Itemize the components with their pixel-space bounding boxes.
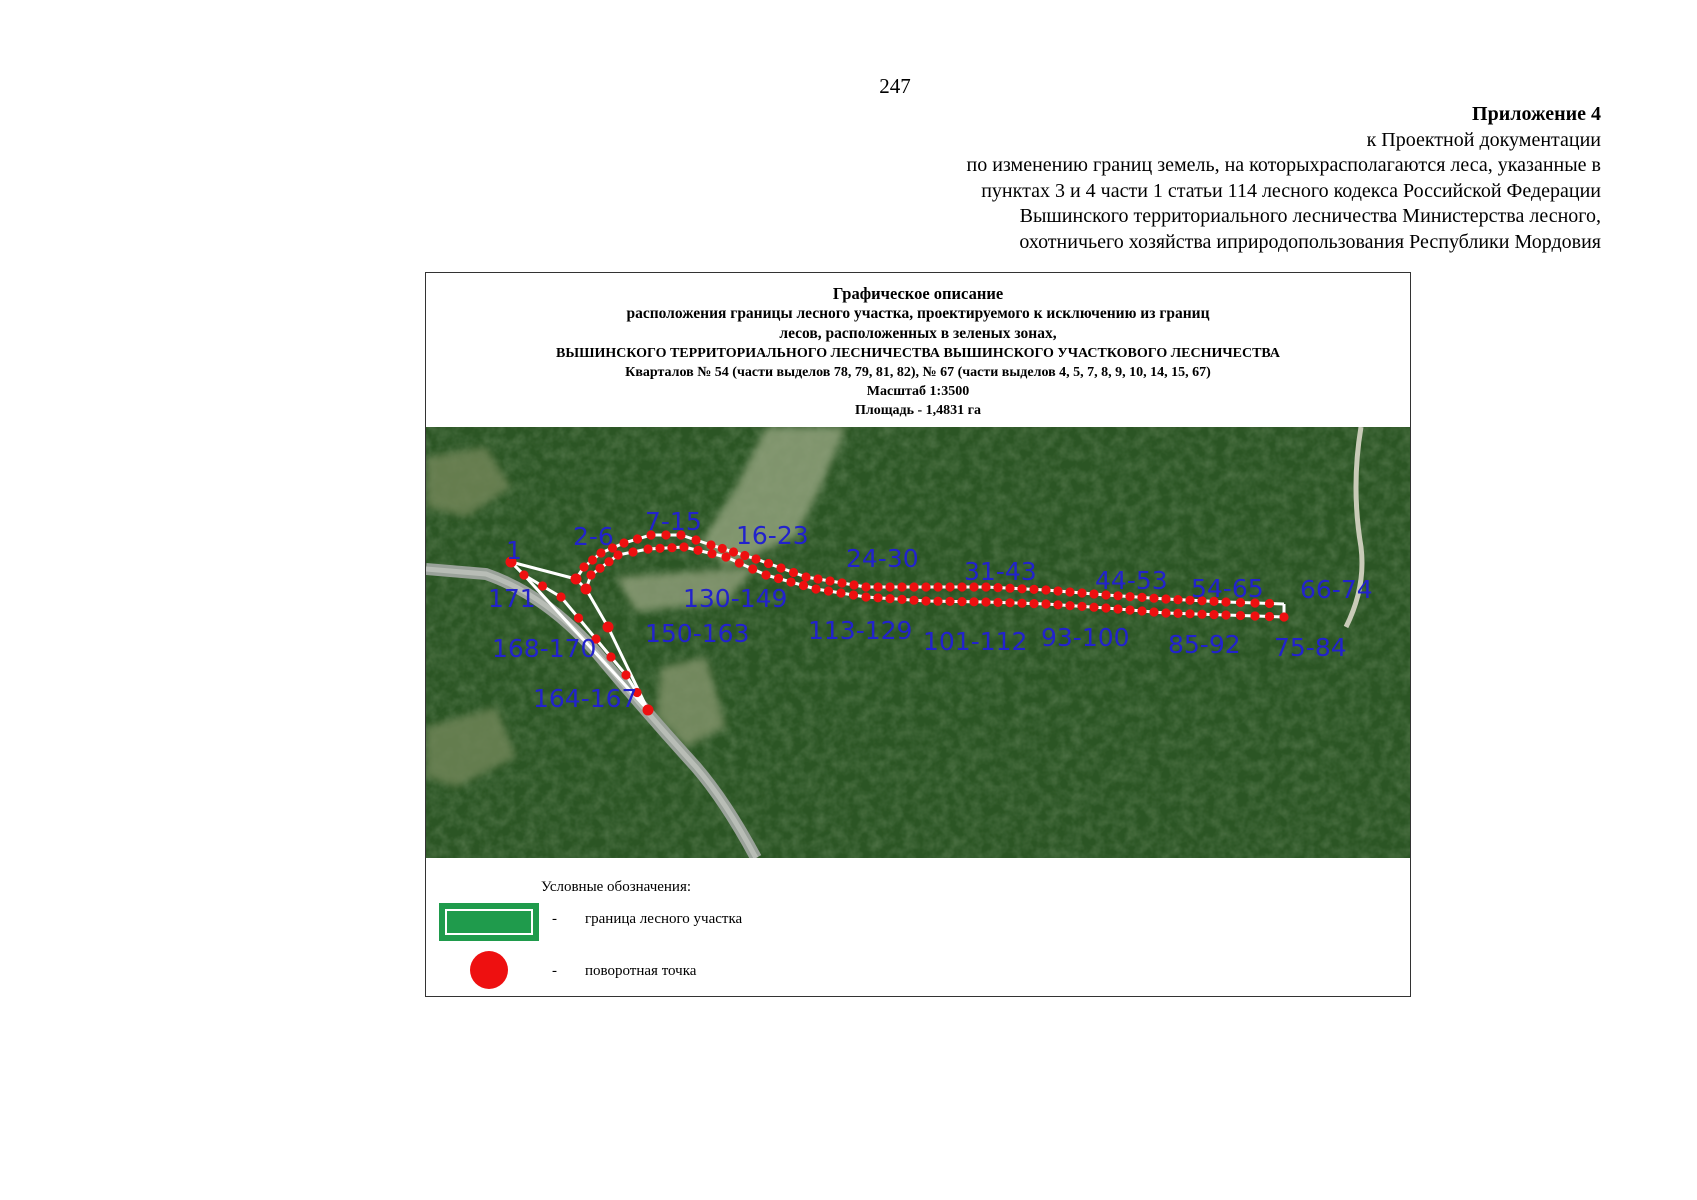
legend-boundary-label: граница лесного участка — [585, 911, 743, 927]
turning-point — [748, 564, 757, 573]
turning-point — [691, 535, 700, 544]
label-points-7-15: 7-15 — [645, 507, 702, 536]
legend — [426, 859, 1410, 996]
turning-point — [921, 582, 930, 591]
label-points-16-23: 16-23 — [736, 521, 809, 550]
legend-title: Условные обозначения: — [541, 879, 692, 895]
label-points-75-84: 75-84 — [1274, 633, 1347, 662]
label-points-66-74: 66-74 — [1300, 575, 1373, 604]
turning-point — [885, 594, 894, 603]
turning-point — [799, 581, 808, 590]
turning-point — [776, 563, 785, 572]
turning-point — [861, 582, 870, 591]
turning-point — [718, 544, 727, 553]
turning-point — [993, 598, 1002, 607]
turning-point — [921, 596, 930, 605]
turning-point — [909, 596, 918, 605]
label-points-44-53: 44-53 — [1095, 566, 1168, 595]
map-canvas — [426, 427, 1410, 858]
green-rectangle-icon — [439, 903, 539, 941]
label-points-24-30: 24-30 — [846, 544, 919, 573]
turning-point — [619, 538, 628, 547]
turning-point — [1017, 599, 1026, 608]
turning-point — [1265, 599, 1274, 608]
turning-point — [1173, 595, 1182, 604]
red-dot-icon — [470, 951, 508, 989]
turning-point — [621, 670, 630, 679]
turning-point — [1236, 611, 1245, 620]
map-scale: Масштаб 1:3500 — [866, 384, 970, 399]
turning-point — [574, 613, 583, 622]
turning-point — [633, 534, 642, 543]
turning-point — [556, 592, 565, 601]
turning-point — [1250, 611, 1259, 620]
turning-point — [706, 540, 715, 549]
turning-point — [813, 574, 822, 583]
appendix-line: к Проектной документации — [1366, 128, 1601, 151]
turning-point — [519, 570, 528, 579]
turning-point — [774, 574, 783, 583]
turning-point — [538, 581, 547, 590]
turning-point — [873, 593, 882, 602]
turning-point — [1279, 612, 1288, 621]
turning-point — [581, 584, 592, 595]
turning-point — [1041, 599, 1050, 608]
turning-point — [604, 557, 613, 566]
turning-point — [707, 549, 716, 558]
turning-point — [1173, 609, 1182, 618]
turning-point — [873, 582, 882, 591]
turning-point — [1053, 586, 1062, 595]
turning-point — [1149, 607, 1158, 616]
turning-point — [655, 544, 664, 553]
turning-point — [643, 705, 654, 716]
turning-point — [588, 555, 597, 564]
label-points-168-170: 168-170 — [492, 634, 597, 663]
label-points-130-149: 130-149 — [683, 584, 788, 613]
map-subtitle-line: лесов, расположенных в зеленых зонах, — [779, 325, 1057, 342]
turning-point — [764, 559, 773, 568]
turning-point — [603, 622, 614, 633]
label-points-2-6: 2-6 — [573, 522, 614, 551]
map-frame — [425, 272, 1411, 997]
page-number: 247 — [879, 74, 911, 98]
turning-point — [897, 595, 906, 604]
label-points-54-65: 54-65 — [1191, 574, 1264, 603]
turning-point — [969, 597, 978, 606]
map-quarters: Кварталов № 54 (части выделов 78, 79, 81, 82), № 67 (части выделов 4, 5, 7, 8, 9, 10, 14, 15, 67) — [625, 365, 1211, 380]
legend-dash: - — [552, 963, 557, 979]
appendix-line: Вышинского территориального лесничества Министерства лесного, — [1019, 205, 1601, 228]
turning-point — [586, 570, 595, 579]
label-points-93-100: 93-100 — [1041, 623, 1130, 652]
map-area: Площадь - 1,4831 га — [854, 403, 982, 418]
turning-point — [836, 588, 845, 597]
label-points-85-92: 85-92 — [1168, 630, 1241, 659]
turning-point — [643, 544, 652, 553]
turning-point — [1185, 609, 1194, 618]
turning-point — [628, 547, 637, 556]
turning-point — [1265, 612, 1274, 621]
label-points-113-129: 113-129 — [808, 616, 913, 645]
turning-point — [667, 543, 676, 552]
turning-point — [693, 546, 702, 555]
turning-point — [933, 597, 942, 606]
turning-point — [613, 550, 622, 559]
map-title: Графическое описание — [832, 284, 1004, 303]
turning-point — [933, 582, 942, 591]
turning-point — [786, 577, 795, 586]
label-point-1: 1 — [506, 536, 522, 565]
map-forestry-name: ВЫШИНСКОГО ТЕРРИТОРИАЛЬНОГО ЛЕСНИЧЕСТВА ВЫШИНСКОГО УЧАСТКОВОГО ЛЕСНИЧЕСТВА — [555, 346, 1280, 361]
turning-point — [885, 582, 894, 591]
turning-point — [789, 568, 798, 577]
turning-point — [1101, 603, 1110, 612]
turning-point — [945, 597, 954, 606]
turning-point — [751, 554, 760, 563]
turning-point — [957, 597, 966, 606]
turning-point — [824, 586, 833, 595]
turning-point — [721, 552, 730, 561]
turning-point — [761, 570, 770, 579]
turning-point — [1077, 588, 1086, 597]
turning-point — [981, 597, 990, 606]
appendix-line: по изменению границ земель, на которыхрасполагаются леса, указанные в — [966, 154, 1601, 177]
appendix-line: охотничьего хозяйства иприродопользования Республики Мордовия — [1019, 230, 1601, 253]
turning-point — [740, 551, 749, 560]
map-header — [426, 283, 1410, 420]
label-points-101-112: 101-112 — [923, 627, 1028, 656]
turning-point — [861, 592, 870, 601]
label-points-164-167: 164-167 — [533, 684, 638, 713]
turning-point — [1005, 598, 1014, 607]
satellite-map — [426, 427, 1410, 858]
turning-point — [1041, 585, 1050, 594]
turning-point — [1221, 610, 1230, 619]
turning-point — [1137, 606, 1146, 615]
turning-point — [1161, 594, 1170, 603]
appendix-title: Приложение 4 — [1472, 103, 1601, 125]
turning-point — [579, 562, 588, 571]
turning-point — [1089, 603, 1098, 612]
legend-point-label: поворотная точка — [585, 963, 697, 979]
turning-point — [1113, 604, 1122, 613]
label-point-171: 171 — [488, 584, 536, 613]
turning-point — [811, 584, 820, 593]
turning-point — [897, 582, 906, 591]
turning-point — [679, 542, 688, 551]
turning-point — [1065, 601, 1074, 610]
turning-point — [1161, 608, 1170, 617]
turning-point — [1209, 610, 1218, 619]
appendix-line: пунктах 3 и 4 части 1 статьи 114 лесного кодекса Российской Федерации — [981, 179, 1601, 202]
label-points-31-43: 31-43 — [964, 557, 1037, 586]
label-points-150-163: 150-163 — [645, 619, 750, 648]
turning-point — [1053, 600, 1062, 609]
turning-point — [945, 582, 954, 591]
turning-point — [735, 558, 744, 567]
turning-point — [801, 572, 810, 581]
turning-point — [909, 582, 918, 591]
turning-point — [571, 574, 582, 585]
turning-point — [825, 576, 834, 585]
turning-point — [595, 564, 604, 573]
turning-point — [1125, 605, 1134, 614]
turning-point — [1077, 602, 1086, 611]
turning-point — [849, 590, 858, 599]
turning-point — [1029, 585, 1038, 594]
map-subtitle-line: расположения границы лесного участка, проектируемого к исключению из границ — [626, 305, 1210, 322]
turning-point — [837, 578, 846, 587]
turning-point — [1197, 610, 1206, 619]
turning-point — [1029, 599, 1038, 608]
turning-point — [849, 580, 858, 589]
appendix-block — [967, 102, 1601, 256]
legend-dash: - — [552, 911, 557, 927]
turning-point — [1065, 587, 1074, 596]
turning-point — [606, 652, 615, 661]
